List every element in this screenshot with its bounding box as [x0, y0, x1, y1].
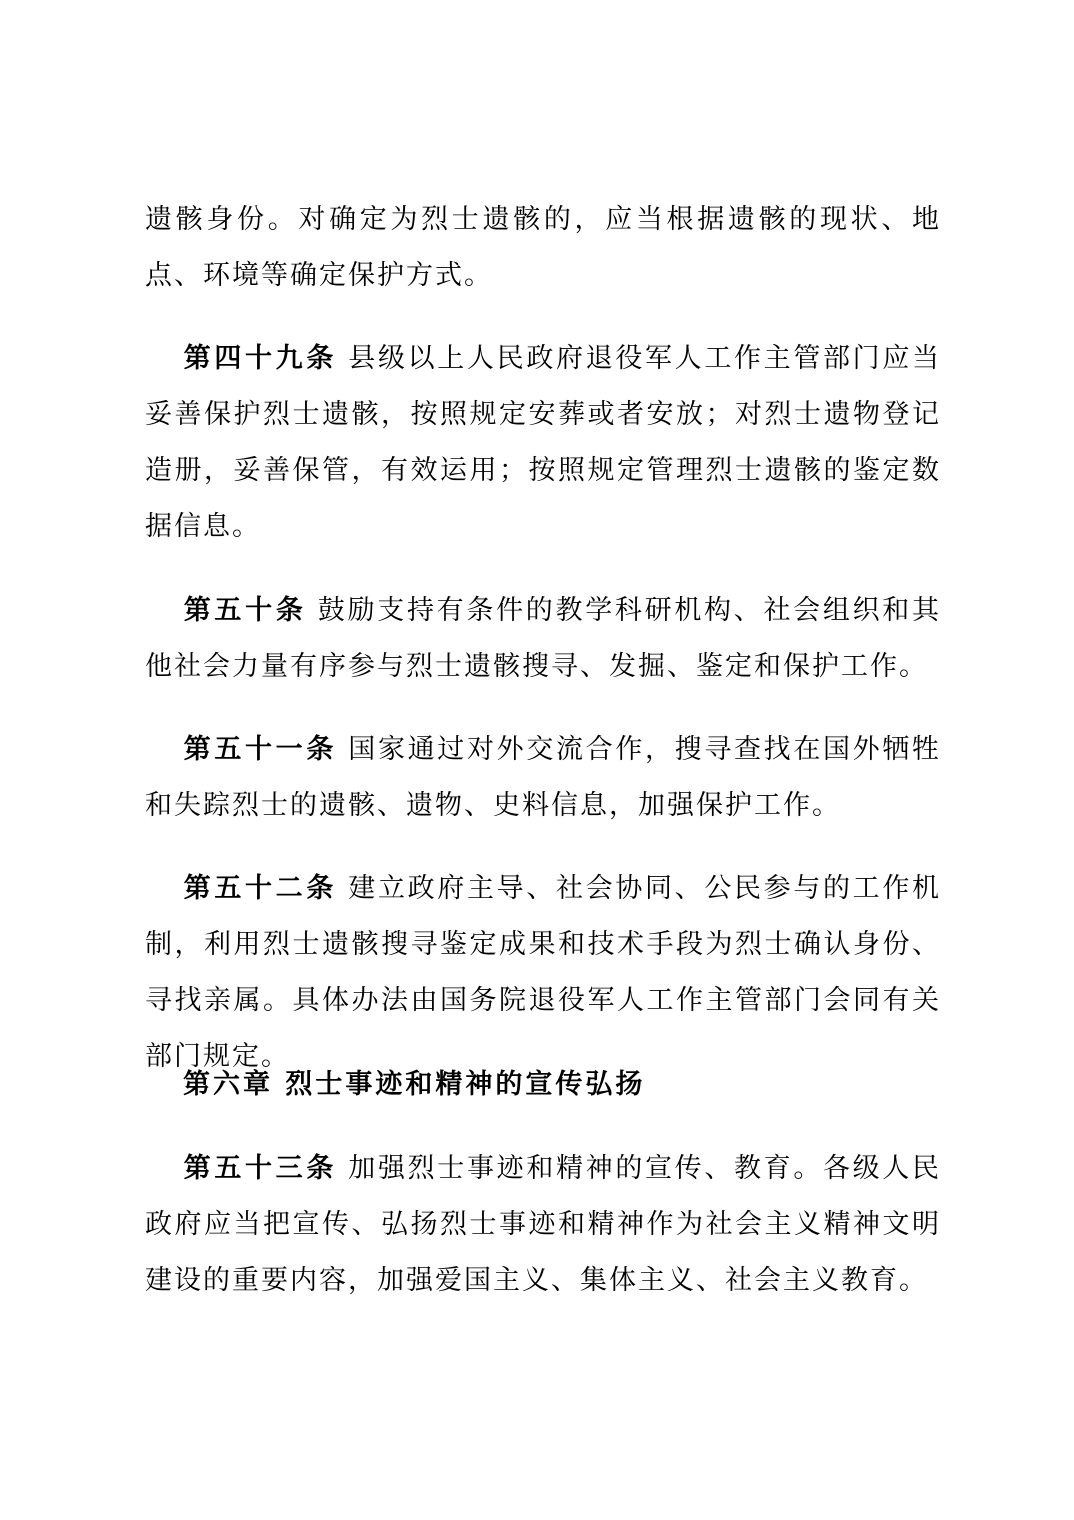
chapter-title: 烈士事迹和精神的宣传弘扬	[285, 1069, 646, 1100]
chapter-number: 第六章	[183, 1069, 273, 1100]
article-heading: 第五十二条	[183, 873, 338, 904]
article-text: 县级以上人民政府退役军人工作主管部门应当妥善保护烈士遗骸，按照规定安葬或者安放；对烈士遗物登记造册，妥善保管，有效运用；按照规定管理烈士遗骸的鉴定数据信息。	[145, 343, 942, 542]
article-50	[145, 583, 941, 695]
article-heading: 第五十三条	[183, 1153, 338, 1184]
article-text: 加强烈士事迹和精神的宣传、教育。各级人民政府应当把宣传、弘扬烈士事迹和精神作为社会主义精神文明建设的重要内容，加强爱国主义、集体主义、社会主义教育。	[145, 1153, 942, 1296]
chapter-heading	[183, 1057, 645, 1113]
continued-paragraph	[145, 192, 941, 304]
article-text: 国家通过对外交流合作，搜寻查找在国外牺牲和失踪烈士的遗骸、遗物、史料信息，加强保护工作。	[145, 734, 942, 821]
article-51	[145, 722, 941, 834]
article-text: 建立政府主导、社会协同、公民参与的工作机制，利用烈士遗骸搜寻鉴定成果和技术手段为烈士确认身份、寻找亲属。具体办法由国务院退役军人工作主管部门会同有关部门规定。	[145, 873, 942, 1072]
article-heading: 第五十一条	[183, 734, 338, 765]
article-53	[145, 1141, 941, 1309]
article-text: 鼓励支持有条件的教学科研机构、社会组织和其他社会力量有序参与烈士遗骸搜寻、发掘、鉴定和保护工作。	[145, 595, 942, 682]
article-52	[145, 861, 941, 1085]
continued-paragraph-text: 遗骸身份。对确定为烈士遗骸的，应当根据遗骸的现状、地点、环境等确定保护方式。	[145, 204, 941, 291]
article-49	[145, 331, 941, 555]
article-heading: 第五十条	[183, 595, 307, 626]
article-heading: 第四十九条	[183, 343, 338, 374]
